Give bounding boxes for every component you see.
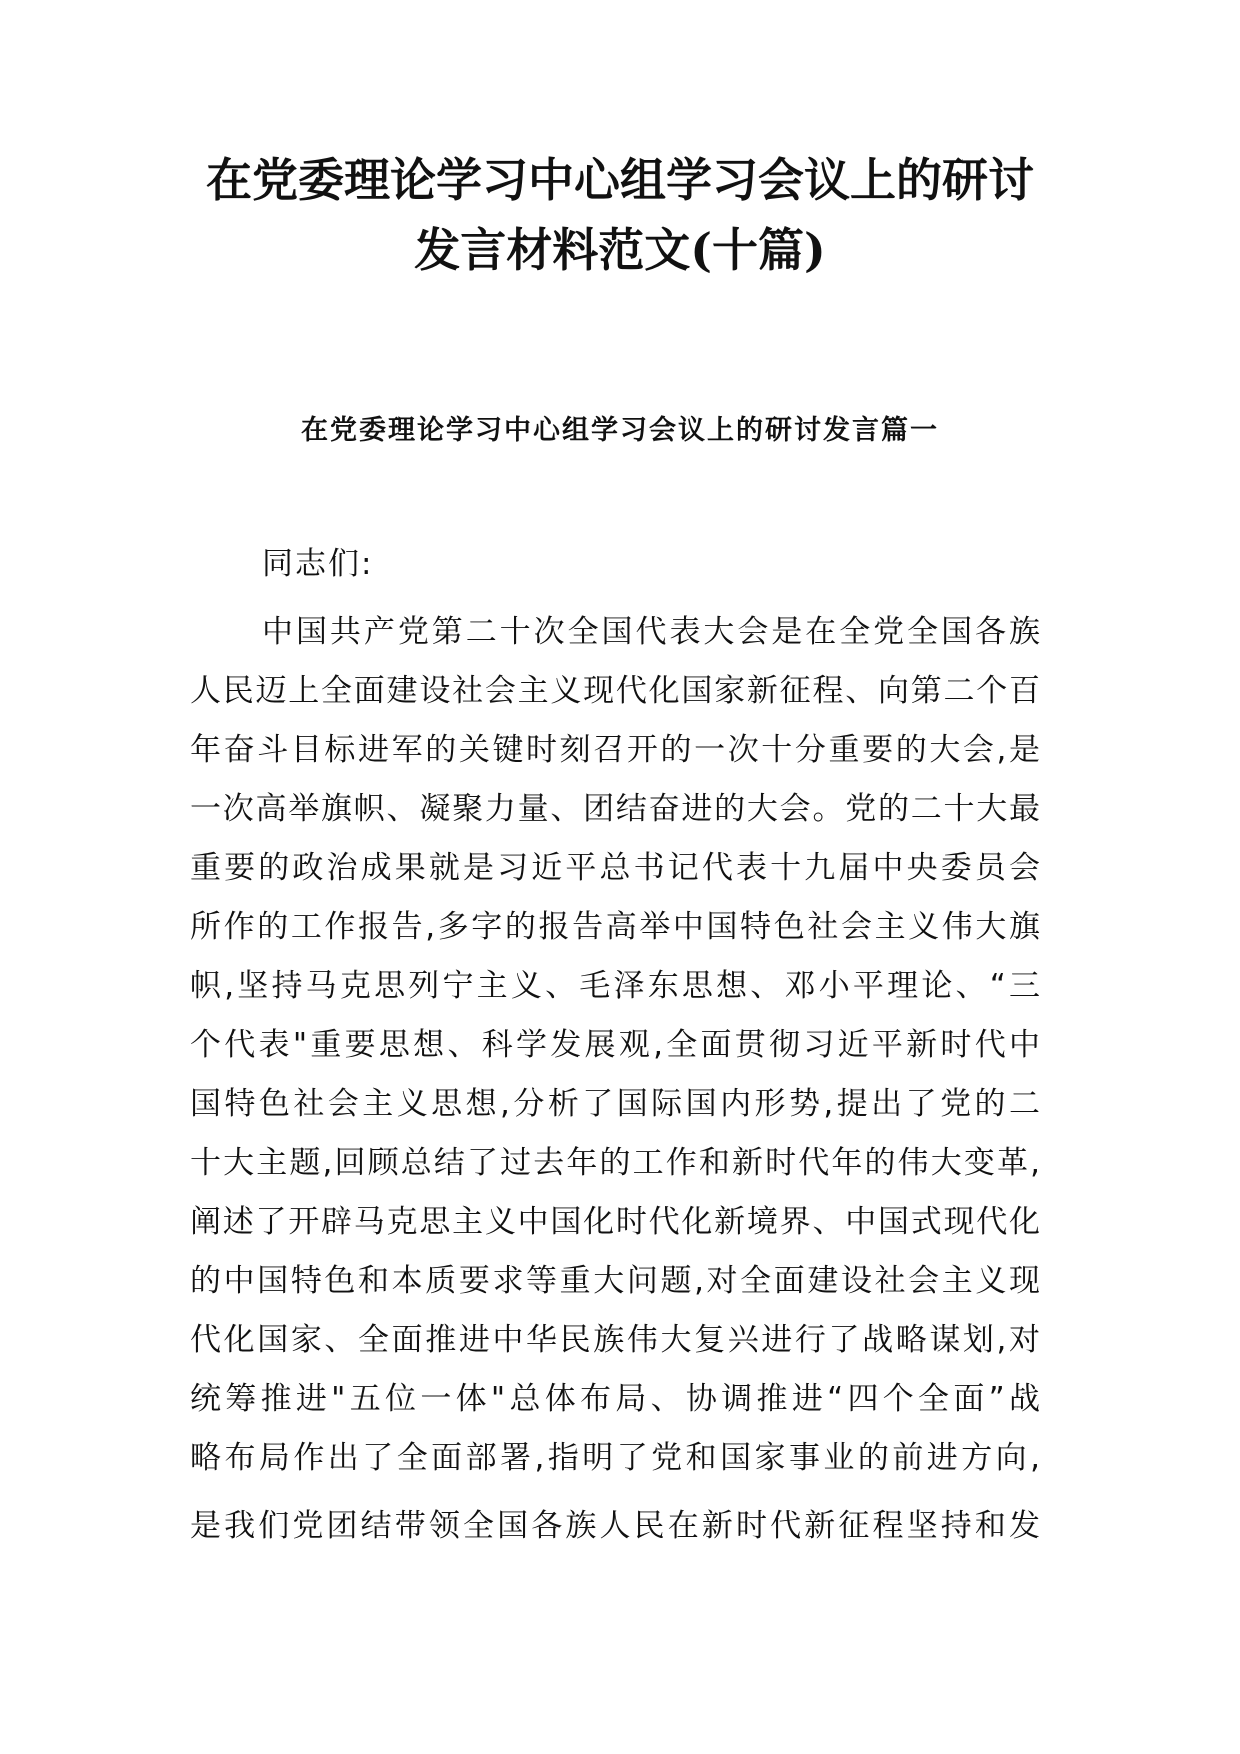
paragraph-line: 重要的政治成果就是习近平总书记代表十九届中央委员会 <box>190 850 1040 886</box>
section-heading: 在党委理论学习中心组学习会议上的研讨发言篇一 <box>301 415 939 446</box>
paragraph-line: 年奋斗目标进军的关键时刻召开的一次十分重要的大会,是 <box>190 732 1040 768</box>
paragraph-line: 代化国家、全面推进中华民族伟大复兴进行了战略谋划,对 <box>190 1322 1040 1358</box>
paragraph-line: 是我们党团结带领全国各族人民在新时代新征程坚持和发 <box>190 1508 1040 1544</box>
paragraph-line: 略布局作出了全面部署,指明了党和国家事业的前进方向, <box>190 1440 1040 1476</box>
salutation: 同志们: <box>262 546 374 582</box>
document-title-line-1: 在党委理论学习中心组学习会议上的研讨 <box>206 153 1034 207</box>
document-title-line-2: 发言材料范文(十篇) <box>414 223 826 277</box>
paragraph-line: 人民迈上全面建设社会主义现代化国家新征程、向第二个百 <box>190 673 1040 709</box>
paragraph-line: 国特色社会主义思想,分析了国际国内形势,提出了党的二 <box>190 1086 1040 1122</box>
paragraph-line: 十大主题,回顾总结了过去年的工作和新时代年的伟大变革, <box>190 1145 1040 1181</box>
paragraph-line: 帜,坚持马克思列宁主义、毛泽东思想、邓小平理论、“三 <box>190 968 1040 1004</box>
paragraph-line: 个代表"重要思想、科学发展观,全面贯彻习近平新时代中 <box>190 1027 1040 1063</box>
paragraph-line: 中国共产党第二十次全国代表大会是在全党全国各族 <box>262 614 1040 650</box>
paragraph-line: 统筹推进"五位一体"总体布局、协调推进“四个全面”战 <box>190 1381 1040 1417</box>
paragraph-line: 所作的工作报告,多字的报告高举中国特色社会主义伟大旗 <box>190 909 1040 945</box>
paragraph-line: 一次高举旗帜、凝聚力量、团结奋进的大会。党的二十大最 <box>190 791 1040 827</box>
paragraph-line: 阐述了开辟马克思主义中国化时代化新境界、中国式现代化 <box>190 1204 1040 1240</box>
paragraph-line: 的中国特色和本质要求等重大问题,对全面建设社会主义现 <box>190 1263 1040 1299</box>
